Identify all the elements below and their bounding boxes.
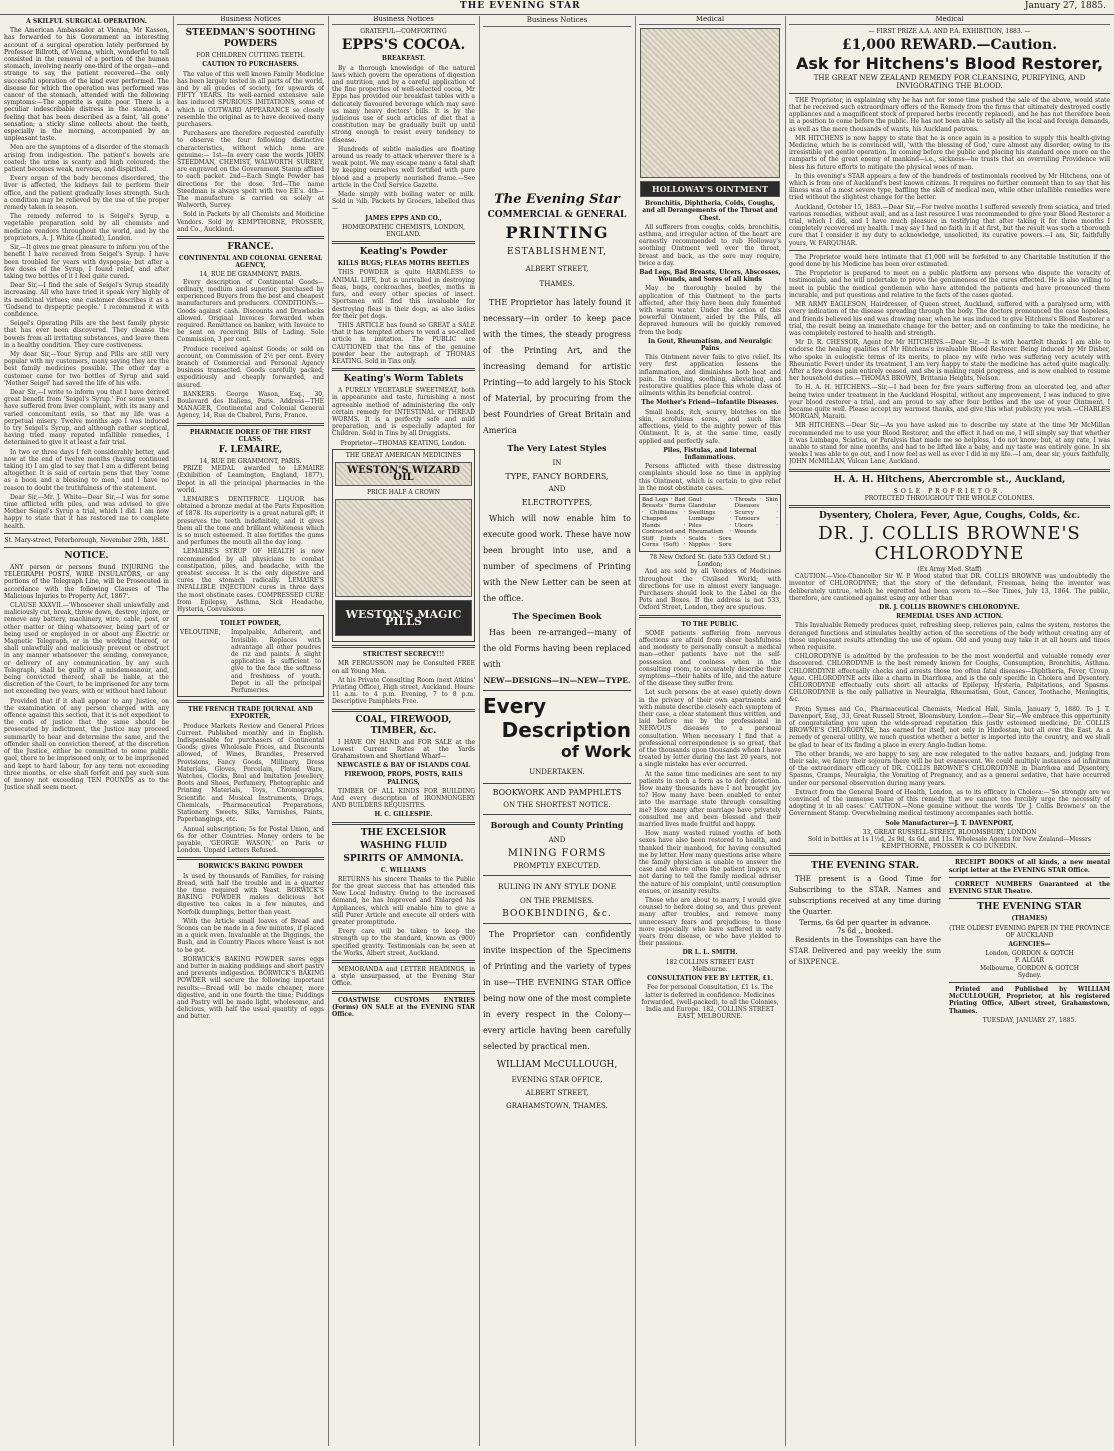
borwick-body: Is used by thousands of Families, for raising Bread, with half the trouble and in a quarter the time required with Yeast. BORWICK'S BAKING POWDER makes delicious hot digestive tea cakes in a few minutes, and Norfolk dumplings, better than yeast. With the Article small loaves of Bread and Scones can be made in a few minutes, if placed in a quick oven. Invaluable at the Diggings, the Bush, and in Country Places where Yeast is not to be got. BORWICK'S BAKING POWDER saves eggs and butter in making puddings and short pastry and prevents indigestion. BORWICK'S BAKING POWDER will secure the following important results:—Bread will be made cheaper, more digestive, and in one fourth the time; Puddings and Pastry will be made light, wholesome, and delicious, with half the usual quantity of eggs and butter. [177, 872, 324, 1021]
exhibition: — FIRST PRIZE A.A. AND P.A. EXHIBITION, 1883. — [868, 28, 1031, 36]
to-public: TO THE PUBLIC. [681, 620, 739, 628]
fergusson-body: At his Private Consulting Room (next Atkins' Printing Office), High street, Auckland. Hours: 11 a.m. to 4 p.m. Evening, 7 to 8 p.m. Descriptive Pamphlets Free. [332, 676, 475, 706]
ruling: RULING IN ANY STYLE DONE [497, 882, 617, 891]
toilet-box [177, 615, 324, 697]
weston-pills-banner: WESTON'S MAGIC PILLS [335, 600, 472, 636]
smith-1: DR L. L. SMITH. [682, 949, 738, 957]
smith-3: Melbourne. [692, 965, 728, 973]
divider [483, 783, 631, 784]
star-thames: (THAMES) [1011, 915, 1048, 923]
paper-title: THE EVENING STAR [460, 1, 581, 11]
borwick-title: BORWICK'S BAKING POWDER [198, 863, 303, 871]
collis-body: This Invaluable Remedy produces quiet, refreshing sleep, relieves pain, calms the system, restores the deranged functions and stimulates healthy action of the secretions of the body without creating any of those unpleasant results attending the use of opium. Old and young may take it at all hours and times when requisite. CHLORODYNE is admitted by the profession to be the most wonderful and valuable remedy ever discovered. CHLORODYNE is the best remedy known for Coughs, Consumption, Bronchitis, Asthma. CHLORODYNE effectually checks and arrests those too often fatal diseases—Diphtheria, Fever, Croup, Ague. CHLORODYNE acts like a charm in Diarrhœa, and is the only specific in Cholera and Dysentery. CHLORODYNE effectually cuts short all attacks of Epilepsy, Hysteria, Palpitations, and Spasms. CHLORODYNE is the only palliative in Neuralgia, Rheumatism, Gout, Cancer, Toothache, Meningitis, &c. From Symes and Co., Pharmaceutical Chemists, Medical Hall, Simla, January 5, 1880. To J. T. Davenport, Esq., 33, Great Russell Street, Bloomsbury, London.—Dear Sir,—We embrace this opportunity of congratulating you upon the wide-spread reputation this justly esteemed medicine, Dr. COLLIS BROWNE'S CHLORODYNE, has earned for itself, not only in Hindostan, but all over the East. As a remedy of general utility, we much question whether a better is imported into the country, and we shall be glad to hear of its finding a place in every Anglo-Indian home. The other brands, we are happy to say, are now relegated to the native bazaars, and, judging from their sale, we fancy their sojourn there will be but evanescent. We could multiply instances ad infinitum of the extraordinary efficacy of DR. COLLIS BROWNE'S CHLORODYNE in Diarrhœa and Dysentery, Spasms, Cramps, Neuralgia, the Vomiting of Pregnancy, and as a general sedative, that have occurred under our personal observation during many years. Extract from the General Board of Health, London, as to its efficacy in Cholera:—'So strongly are we convinced of the immense value of this remedy that we cannot too forcibly urge the necessity of adopting it in all cases.' CAUTION.—None genuine without the words 'Dr J. Collis Browne's' on the Government Stamp. Overwhelming medical testimony accompanies each bottle. [789, 622, 1110, 818]
column-2 [177, 16, 324, 1446]
agency-sydney: Sydney. [1017, 971, 1042, 979]
mother-body: Small heads, itch, scurvy, blotches on the skin, scrofulous sores, and such like affections, yield to the mighty power of this Ointment. It is, at the same time, easily applied and perfectly safe. [639, 408, 781, 445]
badlegs: Bad Legs, Bad Breasts, Ulcers, Abscesses, Wounds, and Sores of all kinds [639, 269, 781, 284]
receipt: RECEIPT BOOKS of all kinds, a new mental script letter at the EVENING STAR Office. [949, 859, 1110, 874]
divider [483, 875, 631, 876]
column-4 [483, 16, 631, 1446]
residents: Residents in the Townships can have the STAR Delivered and pay weekly the sum of SIXPENCE. [789, 935, 941, 966]
column-rule [479, 16, 480, 1446]
bookwork: BOOKWORK AND PAMPHLETS [492, 788, 622, 797]
divider [177, 700, 324, 703]
badlegs-body: May be thoroughly healed by the application of this Ointment to the parts affected, after they have been duly fomented with warm water. Under the action of this powerful Ointment, aided by the Pills, all depraved humours will be quickly removed from the body. [639, 285, 781, 336]
divider [332, 822, 475, 825]
spacer [483, 30, 631, 190]
piles-body: Persons afflicted with these distressing complaints should lose no time in applying this Ointment, which is certain to give relief in the most obstinate cases. [639, 463, 781, 492]
france-body: Every description of Continental Goods—ordinary, medium and superior, purchased by experienced Buyers from the best and cheapest manufacturers and producers. CONDITIONS:—Goods against cash. Discounts and Drawbacks allowed. Original Invoices forwarded when required. Remittance on banker, with Invoice to be sent on receiving Bills of Lading. Sole Commission, 3 per cent. Produce received against Goods; or sold on account, on Commission of 2½ per cent. Every branch of Commercial and Personal Agency business transacted. Goods carefully packed; expeditiously and cheaply forwarded, and insured. BANKERS: George Wason, Esq., 30, Boulevard des Italiens, Paris. Address—THE MANAGER, Continental and Colonial General Agency, 14, Rue de Chabrol, Paris, France. [177, 278, 324, 420]
column-heading: Medical [789, 16, 1110, 25]
collis-title: DR. J. COLLIS BROWNE'S CHLORODYNE [818, 522, 1081, 564]
notice-body: CLAUSE XXXVII.—'Whosoever shall unlawfully and maliciously cut, break, throw down, destroy, injure, or remove any battery, machinery, wire, cable, post, or other matter or thing whatsoever, being part of or being used or employed in or about any Electric or Magnetic Telegraph, or in the working thereof, or shall unlawfully and maliciously prevent or obstruct in any manner whatsoever the sending, conveyance, or delivery of any communication by any such Telegraph, shall be guilty of a misdemeanour, and, being convicted thereof, shall be liable, at the discretion of the Court, to be imprisoned for any term not exceeding two years, with or without hard labour. Provided that if it shall appear to any Justice, on the examination of any person charged with any offence against this section, that it is not expedient to the ends of justice that the same should be prosecuted by indictment, the Justice may proceed summarily to hear and determine the same, and the offender shall on conviction thereof, at the discretion of the Justice, either be committed to some public gaol, there to be imprisoned only, or to be imprisoned and kept to hard labour, for any term not exceeding three months, or else shall forfeit and pay such sum of money not exceeding TEN POUNDS as to the Justice shall seem meet. [4, 602, 169, 792]
star-2: THE EVENING STAR [977, 902, 1082, 913]
memoranda: MEMORANDA and LETTER HEADINGS, in a style unsurpassed, at the Evening Star Office. [332, 966, 475, 988]
divider [789, 93, 1110, 94]
protected: PROTECTED THROUGHOUT THE WHOLE COLONIES. [864, 494, 1035, 502]
testimonials: The Proprietor would here intimate that £1,000 will be forfeited to any Charitable Institution if the good done by his Medicine has been over estimated. The Proprietor is prepared to meet on a public platform any persons who dispute the veracity of testimonials, and he will undertake to prove the genuineness of the cures effected. He is also willing to meet in public the medical gentlemen who have attended the patients and have pronounced them incurable, and put questions and relative to the facts of the cases quoted. MR ARMY EAGLESON, Hairdresser, of Queen street, Auckland, suffered with a paralysed arm, with every indication of the disease spreading through the body. The doctors pronounced the case hopeless, and friends believed his end was drawing near, when he was induced to give Hitchens's Blood Restorer a trial, the result being an immediate change for the better; and on continuing to take the medicine, he was completely restored to health and strength. Mr D. R. CHESSOR, Agent for Mr HITCHENS.—Dear Sir,—It is with heartfelt thanks I am able to endorse the healing qualities of Mr Hitchens's invaluable Blood Restorer. Being induced by Mr Disher, who spoke in eulogistic terms of its merits, to place my wife (who was suffering very acutely with Rheumatic Fever) under its treatment, I am very happy to state the medicine has acted quite magically. After a few doses pain entirely ceased, and she is making rapid progress, and is now enabled to resume her household duties.—THOMAS BROWN, Brittania Heights, Nelson. To H. A. H. HITCHENS.—Sir,—I had been for five years suffering from an ulcerated leg, and after being twice under treatment in the Auckland Hospital, without any improvement, I was induced to give your blood restorer a trial, and am proud to say after four bottles and the use of your Ointment, I became quite well. Please accept my warmest thanks, and give this what publicity you wish.—CHARLES MORGAN, Maraiti. MR HITCHENS.—Dear Sir,—As you have asked me to describe my state at the time Mr McMillan recommended me to use your Blood Restorer, and the effect it had on me, I will simply say that whether it was Lumbago, Sciatica, or Paralysis that made me so helpless, I do not know; but, at any rate, I was unable to stand for nine months, and had to be lifted like a baby, and my taste was entirely gone. In six weeks I was able to go out, and I now feel as well as ever I did in my life.—I am, dear sir, yours faithfully, JOHN McMILLAN, Vulcan Lane, Auckland. [789, 253, 1110, 466]
piles: Piles, Fistulas, and Internal Inflammations. [663, 446, 757, 461]
pharmacy-name: F. LEMAIRE, [218, 444, 283, 455]
star-title: The Evening Star [494, 192, 620, 207]
divider [332, 241, 475, 244]
divider [4, 533, 169, 534]
divider [4, 547, 169, 548]
divider [483, 923, 631, 924]
tuesday: TUESDAY, JANUARY 27, 1885. [982, 1016, 1077, 1024]
in: IN [552, 459, 562, 467]
gillespie: H. C. GILLESPIE. [374, 811, 433, 819]
sole-manufacturer: Sole Manufacturer—J. T. DAVENPORT, [885, 819, 1014, 827]
masthead [0, 0, 1114, 15]
shortest: ON THE SHORTEST NOTICE. [503, 801, 611, 809]
divider [949, 982, 1110, 983]
ask-hitchens: Ask for Hitchens's Blood Restorer, [795, 54, 1104, 74]
keating-worm-body: A PURELY VEGETABLE SWEETMEAT, both in appearance and taste, furnishing a most agreeable method of administering the only certain remedy for INTESTINAL or THREAD WORMS. It is a perfectly safe and mild preparation, and is especially adapted for Children. Sold in Tins by all Druggists. [332, 387, 475, 438]
divider [332, 960, 475, 963]
excelsior-body: RETURNS his sincere Thanks to the Public for the great success that has attended this New Local Industry. Owing to the increased demand, he has Improved and Enlarged his Appliances, which will enable him to give a still Purer Article and execute all orders with greater promptitude. Every care will be taken to keep the strength up to the standard, known as (900) specified gravity. Testimonials can be seen at the Works, Albert street, Auckland. [332, 875, 475, 957]
coal-title: COAL, FIREWOOD, TIMBER, &c. [355, 714, 452, 736]
keating-kills: KILLS BUGS; FLEAS MOTHS BEETLES [337, 260, 470, 268]
consult: CONSULTATION FEE BY LETTER, £1. [647, 975, 773, 983]
correct: CORRECT NUMBERS Guaranteed at the EVENING STAR Theatre. [949, 880, 1110, 896]
mccullough: WILLIAM McCULLOUGH, [496, 1060, 618, 1070]
holloway-address-body: And are sold by all Vendors of Medicines throughout the Civilised World; with directions for use in almost every language. Purchasers should look to the Label on the Pots and Boxes. If the address is not 533, Oxford Street, London, they are spurious. [639, 568, 781, 612]
coal-newcastle: NEWCASTLE & BAY OF ISLANDS COAL [337, 762, 470, 770]
star-sub-text: THE present is a Good Time for Subscribing to the STAR. Names and subscriptions received at any time during the Quarter. [789, 875, 941, 917]
albert: ALBERT STREET, [525, 1089, 589, 1097]
mining: MINING FORMS [507, 848, 607, 859]
coal-body: TIMBER OF ALL KINDS FOR BUILDING And every description of IRONMONGERY AND BUILDERS REQUISITES. [332, 787, 475, 810]
dysentery: Dysentery, Cholera, Fever, Ague, Coughs, Colds, &c. [819, 510, 1080, 521]
divider [332, 368, 475, 371]
divider [483, 690, 631, 691]
france-agency: CONTINENTAL AND COLONIAL GENERAL AGENCY, [178, 255, 323, 270]
excelsior-1: THE EXCELSIOR [360, 827, 447, 838]
divider [177, 236, 324, 239]
holloway-address: 78 New Oxford St. (late 533 Oxford St.) London; [649, 553, 771, 569]
ex-army: (Ex Army Med. Staff) [917, 565, 982, 573]
steedman-caution: CAUTION TO PURCHASERS. [202, 61, 299, 69]
divider [949, 898, 1110, 899]
davenport-body: Sold in bottles at 1s 1½d, 2s 9d, 4s 6d, and 11s. Wholesale Agents for New Zealand—Messrs KEMPTHORNE, PROSSER & CO DUNEDIN. [808, 836, 1091, 851]
breakfast: BREAKFAST. [381, 55, 426, 63]
fergusson: MR FERGUSSON may be Consulted FREE on all Young Men. [332, 660, 475, 675]
specimen-text: Has been re-arranged—many of the old Forms having been replaced with [483, 628, 631, 669]
divider [332, 645, 475, 648]
veloutine: VELOUTINE, [180, 629, 221, 637]
weston-banner: THE GREAT AMERICAN MEDICINES [345, 451, 462, 459]
journal-body: Produce Markets Review and General Prices Current. Published monthly and in English. Indispensable for purchasers of Continental Goods; gives Wholesale Prices, and Discounts allowed, of Wines, Brandies, Preserved Provisions, Fancy Goods, Millinery, Dress Materials, Gloves, Porcelain, Plated Ware, Watches, Clocks, Real and Imitation Jewellery, Boots and Shoes, Perfumery, Photographic and Printing Materials, Toys, Chromographs, Scientific and Musical Instruments, Drugs, Chemicals, Pharmaceutical Preparations, Stationery, Sweets, Silks, Varnishes, Paints, Paperhangings, etc. Annual subscription; 5s for Postal Union, and 6s for other Countries. Money orders to be payable, 'GEORGE WASON,' on Paris or London. Unpaid Letters Refused. [177, 722, 324, 855]
column-rule [635, 16, 636, 1446]
article-lead: The American Ambassador at Vienna, Mr Kasson, has forwarded to his Government an interesting account of a surgical operation lately performed by Professor Billroth, of Vienna, which, wonderful to tell consisted in the removal of a portion of the human stomach, involving nearly one-third of the organ—and strange to say, the patient recovered—the only successful operation of the kind ever performed. The disease for which the operation was performed was cancer of the stomach, attended with the following symptoms:—The appetite is quite poor. There is a peculiar indescribable distress in the stomach, a feeling that has been described as a faint, 'all gone' sensation; a sticky slime collects about the teeth, especially in the morning, accompanied by an unpleasant taste. [4, 27, 169, 143]
issue-date: January 27, 1885. [1024, 1, 1106, 11]
oldest: (THE OLDEST EVENING PAPER IN THE PROVINCE OF AUCKLAND [949, 924, 1110, 939]
sole-proprietor: SOLE PROPRIETOR. [893, 487, 1006, 495]
printed: Printed and Published by WILLIAM McCULLOUGH, Proprietor, at his registered Printing Office, Albert street, Grahamstown, Thames. [949, 985, 1110, 1015]
divider [483, 814, 631, 815]
and: AND [548, 485, 566, 493]
of-work: of Work [560, 742, 631, 761]
article-title: A SKILFUL SURGICAL OPERATION. [26, 18, 147, 25]
divider [639, 615, 781, 618]
weston-price: PRICE HALF A CROWN [366, 488, 441, 496]
hitchens-body: THE Proprietor, in explaining why he has not for some time pushed the sale of the above, would state that he received such extraordinary offers of the Remedy from the firms that ultimately destroyed costly appliances and a magnificent stock of prepared herbs (recently replaced), and he has not therefore been in a position to come before the public. He has not been able to satisfy all the local and foreign demands, as well as the mere thousands of wants, his Auckland patrons. MR HITCHENS is now happy to state that he is once again in a position to supply this health-giving Medicine, which he is convinced will, 'with the blessing of God,' cure almost any disorder, owing to its irresistible yet gentle operation. In coming before the public and placing his standard once more on the ramparts of the great enemy of mankind—i.e., sickness—he trusts that an overruling Providence will bless his future efforts to mitigate the physical woes of man. In this evening's STAR appears a few of the hundreds of testimonials received by Mr Hitchens, one of which is from one of Auckland's best known citizens. It requires no further comment than to say that his illness was of a most severe type, baffling the skill of medical men, while other infallible remedies were tried without the slightest change for the better. Auckland, October 15, 1883.—Dear Sir,—For twelve months I suffered severely from sciatica, and tried various remedies, without avail, and as a last resource I was recommended to give your Blood Restorer a trial, which I did, and I have much pleasure in testifying that after taking it for three months I completely recovered my health. I may say I had no faith in it at first, but the result was such a thorough cure that I consider it my duty to acknowledge, unsolicited, its curative powers.—I am, Sir, faithfully yours, W. FARQUHAR. [789, 96, 1110, 247]
every: Every [483, 694, 547, 718]
proprietor-text: The Proprietor can confidently invite inspection of the Specimens of Printing and the variety of types in use—THE EVENING STAR Office being now one of the most complete in every respect in the Colony—every article having been carefully selected by practical men. [483, 930, 631, 1051]
coastwise: COASTWISE CUSTOMS ENTRIES (Forms) ON SALE at the EVENING STAR Office. [332, 996, 475, 1019]
signoff: St. Mary-street, Peterborough, November 29th, 1881. [4, 536, 169, 544]
collis-caution: CAUTION.—Vice-Chancellor Sir W. P. Wood stated that DR. COLLIS BROWNE was undoubtedly the inventor of CHLORODYNE; that the story of the defendant, Freeman, being the inventor was deliberately untrue, which he regretted had been sworn to.—See Times, July 13, 1864. The public, therefore, are cautioned against using any other than [789, 573, 1110, 602]
commercial: COMMERCIAL & GENERAL [487, 210, 627, 220]
epps-body: By a thorough knowledge of the natural laws which govern the operations of digestion and nutrition, and by a careful application of the fine properties of well-selected cocoa, Mr Epps has provided our breakfast tables with a delicately flavoured beverage which may save us many heavy doctors' bills. It is by the judicious use of such articles of diet that a constitution may be gradually built up until strong enough to resist every tendency to disease. Hundreds of subtle maladies are floating around us ready to attack wherever there is a weak point. We may escape many a fatal shaft by keeping ourselves well fortified with pure blood and a properly nourished frame.—See article in the Civil Service Gazette. Made simply with boiling water or milk. Sold in ¼lb. Packets by Grocers, labelled thus— [332, 64, 475, 213]
column-1 [4, 16, 169, 1446]
gout-body: This Ointment never fails to give relief. Its very first application lessens the inflammation, and diminishes both heat and pain. Its cooling, soothing, alleviating, and restorative qualities place this whole class of ailments within its beneficial control. [639, 354, 781, 398]
divider [949, 877, 1110, 878]
pharmacy-address: 14, RUE DE GRAMMONT, PARIS. [199, 457, 302, 465]
promptly: PROMPTLY EXECUTED. [513, 862, 601, 870]
column-6 [789, 16, 1110, 1446]
thames: THAMES. [539, 280, 575, 288]
to-public-body: SOME patients suffering from nervous affections are afraid from sheer bashfulness and modesty to personally consult a medical man—other patients have not the self-possession and coolness when in the consulting room, to accurately describe their symptoms—their habits of life, and the nature of the disease they suffer from. Let such persons (be at ease) quietly down in the privacy of their own apartments and with minute describe closely each symptom of their case, a clear statement thus written, and laid before me by the professional in NERVOUS diseases to a personal consultation. When necessary I find that a professional correspondence is so great, that of the thousands upon thousands whom I have treated by letter during the last 20 years, not a single mistake has ever occurred. At the same time medicines are sent to my patients in such a form as to defy detection. How many thousands have I not brought joy to? How many have been enabled to enter into the marriage state through consulting me? How many after marriage have privately consulted me and been blessed and their married lives made fruitful and happy. How many wasted ruined youths of both sexes have also been restored to health, and thanked their manhood, for having consulted me by letter. How many questions arise where the family physician is unable to answer the case and where often the patient lingers on, not daring to tell the family medical adviser the nature of his complaint, until consumption ensues, or insanity results. Those who are about to marry, I would give counsel to before doing so, and thus prevent many after troubles, and remove many unnecessary fears and prejudices; to those more especially who have suffered in early years from disease, or who have yielded to their passions. [639, 629, 781, 948]
remedial: REMEDIAL USES AND ACTION. [896, 613, 1003, 621]
holloway-illustration [640, 28, 780, 178]
epps-firm-sub: HOMŒOPATHIC CHEMISTS, LONDON, ENGLAND. [342, 223, 465, 239]
column-5 [639, 16, 781, 1446]
agencies: AGENCIES— [1008, 940, 1051, 948]
star-notices [949, 859, 1110, 1023]
agency-falgar: F. ALGAR [1014, 957, 1044, 965]
excelsior-2: WASHING FLUID [360, 840, 447, 851]
specimen: The Specimen Book [512, 611, 602, 621]
steedman-title: STEEDMAN'S SOOTHING POWDERS [185, 28, 316, 50]
electro: ELECTROTYPES, [521, 498, 593, 507]
grateful: GRATEFUL—COMFORTING [360, 28, 447, 36]
smith-2: 182 COLLINS STREET EAST [665, 958, 755, 966]
reward: £1,000 REWARD.—Caution. [841, 37, 1058, 54]
star-subscription [789, 859, 941, 1023]
establishment: ESTABLISHMENT, [506, 247, 608, 257]
column-heading: Business Notices [483, 16, 631, 27]
keating-powder: Keating's Powder [359, 247, 448, 258]
notice-text: ANY person or persons found INJURING the TELEGRAPH POSTS, WIRE INSULATORS, or any portions of the Telegraph Line, will be Prosecuted in accordance with the following Clauses of 'The Malicious Injuries to Property Act, 1867'. [4, 564, 169, 600]
agency-london: London, GORDON & GOTCH [985, 950, 1074, 958]
divider [789, 469, 1110, 472]
hitchens-address: H. A. H. Hitchens, Abercromble st., Auckland, [833, 474, 1066, 485]
france-title: FRANCE. [227, 242, 274, 253]
grahamstown: GRAHAMSTOWN, THAMES. [506, 1102, 608, 1110]
column-rule [328, 16, 329, 1446]
toilet-row [180, 629, 321, 694]
description: Description [501, 718, 631, 742]
premises: ON THE PREMISES. [520, 897, 594, 905]
bronchitis-body: All sufferers from coughs, colds, bronchitis, asthma, and irregular action of the heart are earnestly recommended to rub Holloway's soothing Ointment well over the throat, breast and back, as the sore may require, twice a day. [639, 223, 781, 267]
albert-street: ALBERT STREET, [525, 265, 589, 273]
excelsior-3: SPIRITS OF AMMONIA. [343, 853, 464, 864]
column-heading: Business Notices [177, 16, 324, 25]
divider [789, 853, 1110, 856]
borough: Borough and County Printing [490, 820, 624, 830]
williams: C. WILLIAMS [380, 866, 427, 874]
gout: In Gout, Rheumatism, and Neuralgic Pains [647, 337, 773, 353]
divider [177, 857, 324, 860]
printing: PRINTING [505, 223, 609, 242]
divider [332, 991, 475, 994]
coal-firewood: FIREWOOD, PROPS, POSTS, RAILS PALINGS, [344, 771, 463, 786]
holloway-banner: HOLLOWAY'S OINTMENT [640, 181, 780, 197]
notice-title: NOTICE. [64, 551, 109, 562]
toilet-title: TOILET POWDER, [219, 620, 282, 628]
and-2: AND [548, 836, 566, 844]
article-body: Men are the symptoms of a disorder of the stomach arising from indigestion. The patient's bowels are coated; the urine is scanty and high coloured; the patient becomes weak, nervous, and dispirited. Every organ of the body becomes disordered, the liver is affected, the kidneys fail to perform their office, and the patient gradually loses strength. Such a condition may be relieved by the use of the proper remedy taken in season. The remedy referred to is Seigel's Syrup, a vegetable preparation sold by all chemists and medicine vendors throughout the world, and by the proprietors, A. J. White (Limited), London. Sir,—It gives me great pleasure to inform you of the benefit I have received from Seigel's Syrup. I have been troubled for years with dyspepsia; but after a few doses of the Syrup, I found relief, and after taking two bottles of it I feel quite cured. Dear Sir,—I find the sale of Seigel's Syrup steadily increasing. All who have tried it speak very highly of its medicinal virtues; one customer describes it as a 'Godsend to dyspeptic people.' I recommend it with confidence. Seigel's Operating Pills are the best family physic that has ever been discovered. They cleanse the bowels from all irritating substances, and leave them in a healthy condition. They cure costiveness. My dear Sir,—Your Syrup and Pills are still very popular with my customers, many saying they are the best family medicines possible. The other day a customer came for two bottles of Syrup and said 'Mother Seigel' had saved the life of his wife. Dear Sir,—I write to inform you that I have derived great benefit from 'Seigel's Syrup.' For some years I have suffered from liver complaint, with its many and varied concomitant evils, so that my life was a perpetual misery. Twelve months ago I was induced to try Seigel's Syrup, and although rather sceptical, having tried many reputed infallible remedies, I determined to give it at least a fair trial. In two or three days I felt considerably better, and now at the end of twelve months (having continued taking it) I am glad to say that I am a different being altogether. It is said of certain pens that they 'come as a boon and a blessing to men,' and I have no reason to doubt the truthfulness of the statement. Dear Sir,—Mr. J. White—Dear Sir,—I was for some time afflicted with piles, and was advised to give Mother Seigel's Syrup a trial, which I did. I am now happy to state that it has restored me to complete health. [4, 144, 169, 530]
davenport-address: 33, GREAT RUSSELL-STREET, BLOOMSBURY, LONDON [862, 828, 1037, 836]
column-rule [173, 16, 174, 1446]
body-2: Which will now enable him to execute good work. These have now been brought into use, and a number of specimens of Printing with the New Letter can be seen at the office. [483, 514, 631, 603]
bronchitis: Bronchitis, Diphtheria, Colds, Coughs, and all Derangements of the Throat and Chest. [642, 200, 778, 222]
bookbinding: BOOKBINDING, &c. [502, 909, 612, 919]
new-designs: NEW—DESIGNS—IN—NEW—TYPE. [483, 676, 631, 685]
bottom-row [789, 859, 1110, 1023]
pharmacy-title: PHARMACIE DOREE OF THE FIRST CLASS. [189, 428, 312, 443]
divider [789, 250, 1110, 251]
epps-firm: JAMES EPPS AND CO., [365, 214, 442, 222]
booked: 7s 6d ,, booked. [836, 926, 894, 935]
mother: The Mother's Friend—Infantile Diseases. [641, 399, 779, 407]
intro: THE Proprietor has lately found it necessary—in order to keep pace with the times, the steady progress of the Printing Art, and the increasing demand for artistic Printing—to add largely to his Stock of Material, by procuring from the best Foundries of Great Britain and America [483, 298, 631, 435]
column-heading: Medical [639, 16, 781, 25]
keating-powder-body: THIS POWDER is quite HARMLESS to ANIMAL LIFE, but is unrivalled in destroying fleas, bugs, cockroaches, beetles, moths in furs, and every other species of insect. Sportsmen will find this invaluable for destroying fleas in their dogs, as also ladies for their pet dogs. THIS ARTICLE has found so GREAT a SALE that it has tempted others to vend a so-called article in imitation. The PUBLIC are CAUTIONED that the tins of the genuine powder bear the autograph of THOMAS KEATING. Sold in Tins only. [332, 269, 475, 365]
office: EVENING STAR OFFICE, [511, 1076, 603, 1084]
epps-title: EPPS'S COCOA. [341, 37, 466, 54]
terms: Terms, 6s 6d per quarter in advance. [799, 919, 931, 928]
consult-body: Fee for personal Consultation, £1 1s. The latter is deferred in confidence. Medicines forwarded, (well-packed), to all the Colonies, India and Europe. 182, COLLINS STREET EAST, MELBOURNE. [641, 984, 779, 1021]
weston-oil-banner: WESTON'S WIZARD OIL [335, 462, 472, 486]
weston-illustration [335, 499, 472, 597]
nz-remedy: THE GREAT NEW ZEALAND REMEDY FOR CLEANSING, PURIFYING, AND INVIGORATING THE BLOOD. [813, 74, 1086, 90]
column-3 [332, 16, 475, 1446]
pharmacy-body: PRIZE MEDAL awarded to LEMAIRE (Exhibition of Leamington, England, 1877). Depot in all the principal pharmacies in the world. LEMAIRE'S DENTIFRICE LIQUOR has obtained a bronze medal at the Paris Exposition of 1878. Its superiority is a great natural gift; it preserves the teeth indefinitely, and it gives them all the tone and brilliant whiteness which is so much esteemed. It also fortifies the gums and perfumes the mouth all the day long. LEMAIRE'S SYRUP OF HEALTH is now recommended by all physicians to combat constipation, piles, and headache, with the greatest success. It is the only digestive and cures the stomach radically. LEMAIRE'S INFALLIBLE INJECTION cures in three days the most obstinate cases. COMPRESSED CURE from Epilepsy, Asthma, Sick Headache, Hysteria, Convulsions. [177, 465, 324, 614]
divider [177, 423, 324, 426]
steedman-body: The value of this well known Family Medicine has been largely tested in all parts of the world, and by all grades of society, for upwards of FIFTY YEARS. Its well-earned extensive sale has induced SPURIOUS IMITATIONS, some of which in OUTWARD APPEARANCE so closely resemble the original as to have deceived many purchasers. Purchasers are therefore requested carefully to observe the four following distinctive characteristics, without which none are genuine:— 1st—In every case the words JOHN STEEDMAN, CHEMIST, WALWORTH SURREY, are engraved on the Government Stamp affixed to each packet. 2nd—Each Single Powder has directions for the dose. 3rd—The name Steedman is always spelt with two EE's. 4th—The manufacture is carried on solely at Walworth, Surrey. Sold in Packets by all Chemists and Medicine Vendors. Sold by KEMPTHORNE, PROSSER, and Co., Auckland. [177, 70, 324, 233]
star-sub-title: THE EVENING STAR. [811, 861, 919, 872]
steedman-subtitle: FOR CHILDREN CUTTING TEETH. [196, 52, 305, 60]
strictest: STRICTEST SECRECY!!! [362, 651, 445, 659]
france-address: 14, RUE DE GRAMMONT, PARIS. [199, 271, 302, 279]
agency-melbourne: Melbourne, GORDON & GOTCH [980, 964, 1079, 972]
column-rule [785, 16, 786, 1446]
styles: The Very Latest Styles [507, 443, 607, 453]
weston-ad [332, 449, 475, 642]
undertaken: UNDERTAKEN. [529, 768, 585, 776]
divider [332, 709, 475, 712]
collis-title-2: DR. J. COLLIS BROWNE'S CHLORODYNE. [879, 603, 1020, 611]
column-heading: Business Notices [332, 16, 475, 25]
toilet-body: Impalpable, Adherent, and Invisible. Replaces with advantage all other poudres de riz and paints. A slight application is sufficient to give to the face the softness and freshness of youth. Depot in all the principal Perfumeries. [231, 629, 321, 695]
divider [789, 505, 1110, 508]
coal-text: I HAVE ON HAND and FOR SALE at the Lowest Current Rates at the Yards Grahamstown and Shortland Wharf— [332, 738, 475, 760]
keating-worm: Keating's Worm Tablets [343, 374, 464, 385]
ailments-list: Bad Legs · Bad Breasts · Burns · Chilblains · Chapped Hands · Contracted and Stiff Joints · Corns (Soft) · Gout · Glandular Swellings · Lumbago · Piles · Rheumatism · Scalds · Sore Nipples · Sore Throats · Skin Diseases · Scurvy · Tumours · Ulcers · Wounds [639, 494, 781, 552]
journal-title: THE FRENCH TRADE JOURNAL AND EXPORTER, [188, 706, 313, 721]
type: TYPE, FANCY BORDERS, [505, 472, 609, 481]
keating-proprietor: Proprietor—THOMAS KEATING, London. [340, 439, 467, 447]
